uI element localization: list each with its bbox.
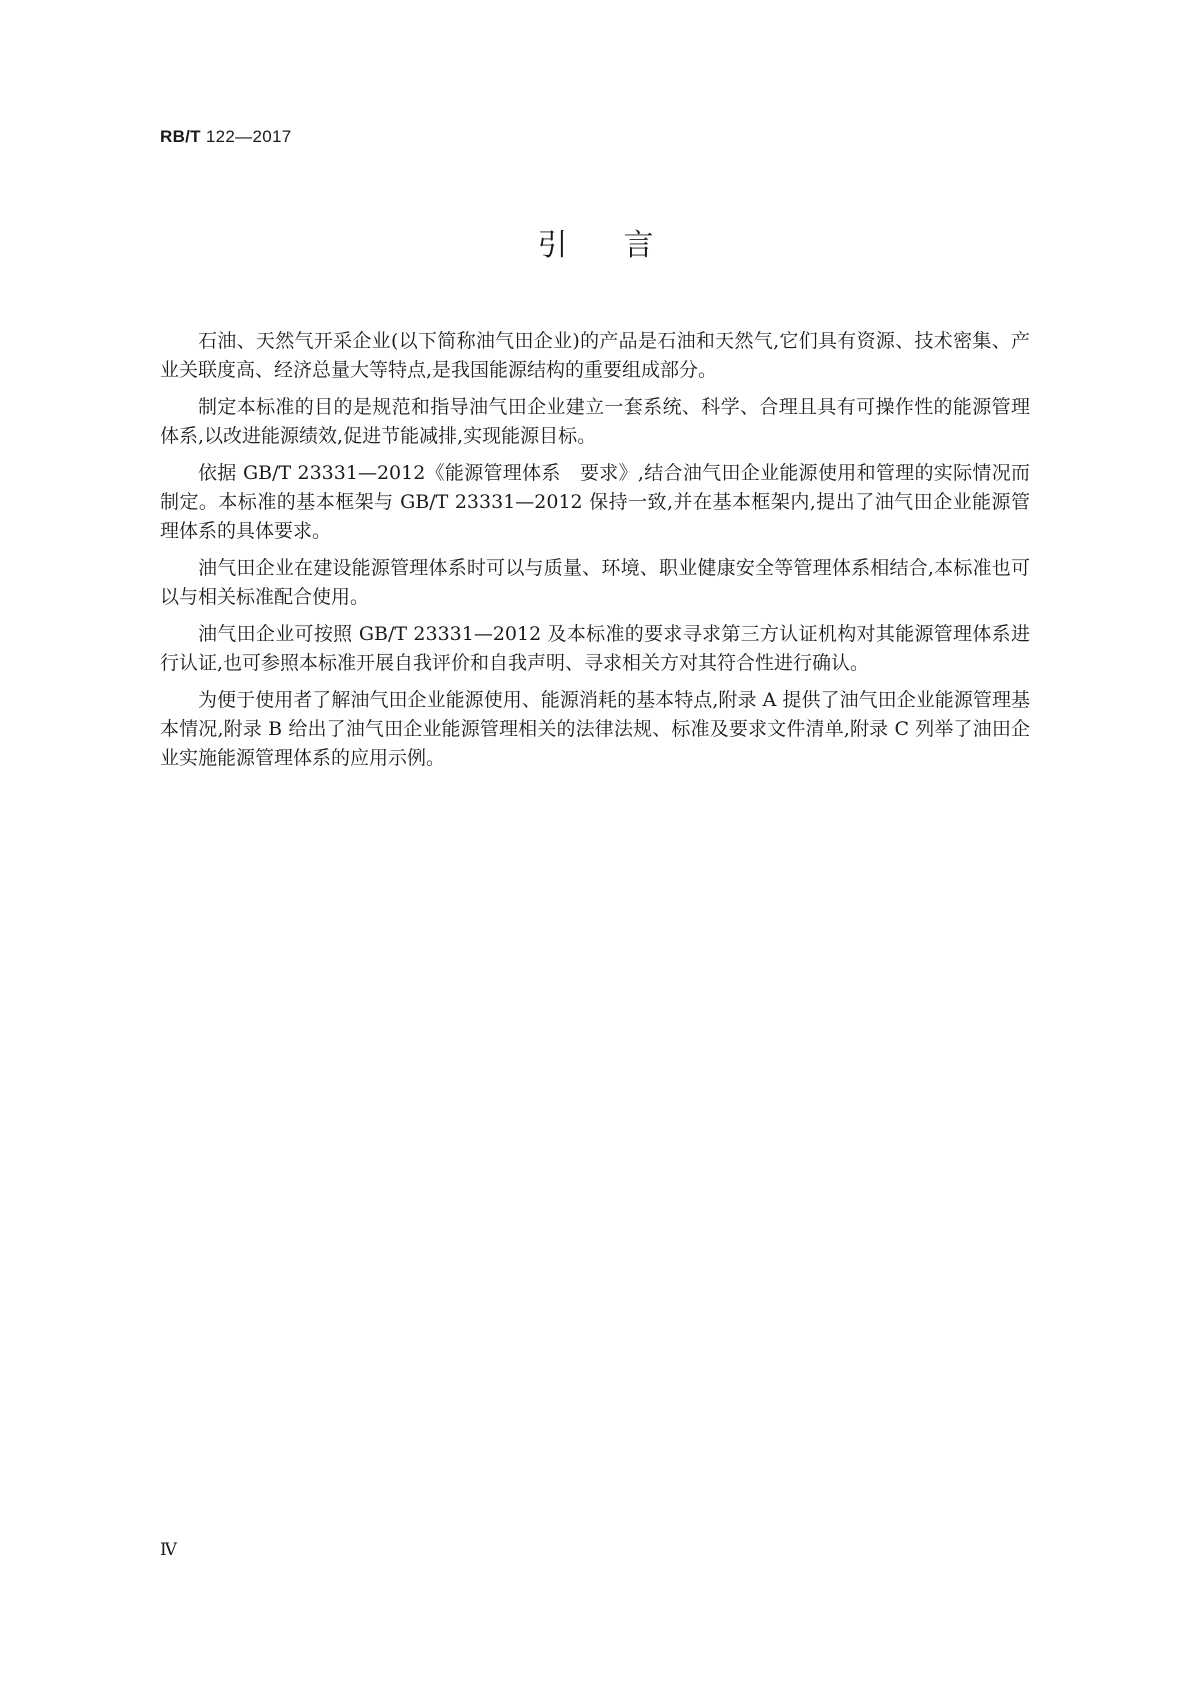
page-number: Ⅳ [160,1540,177,1560]
paragraph-5: 油气田企业可按照 GB/T 23331—2012 及本标准的要求寻求第三方认证机构对其能源管理体系进行认证,也可参照本标准开展自我评价和自我声明、寻求相关方对其符合性进行确认。 [160,623,1030,674]
document-code [160,127,292,147]
paragraph-2: 制定本标准的目的是规范和指导油气田企业建立一套系统、科学、合理且具有可操作性的能源管理体系,以改进能源绩效,促进节能减排,实现能源目标。 [160,396,1030,447]
section-title: 引言 [537,228,710,263]
document-code-prefix: RB/T [160,127,201,146]
paragraph-6: 为便于使用者了解油气田企业能源使用、能源消耗的基本特点,附录 A 提供了油气田企业能源管理基本情况,附录 B 给出了油气田企业能源管理相关的法律法规、标准及要求文件清单,附录 C 列举了油田企业实施能源管理体系的应用示例。 [160,689,1030,769]
paragraph-4: 油气田企业在建设能源管理体系时可以与质量、环境、职业健康安全等管理体系相结合,本标准也可以与相关标准配合使用。 [160,557,1030,608]
body-text [160,327,1030,781]
document-code-number: 122—2017 [205,127,292,146]
paragraph-3: 依据 GB/T 23331—2012《能源管理体系 要求》,结合油气田企业能源使用和管理的实际情况而制定。本标准的基本框架与 GB/T 23331—2012 保持一致,并在基本框架内,提出了油气田企业能源管理体系的具体要求。 [160,462,1030,542]
paragraph-1: 石油、天然气开采企业(以下简称油气田企业)的产品是石油和天然气,它们具有资源、技术密集、产业关联度高、经济总量大等特点,是我国能源结构的重要组成部分。 [160,330,1030,381]
